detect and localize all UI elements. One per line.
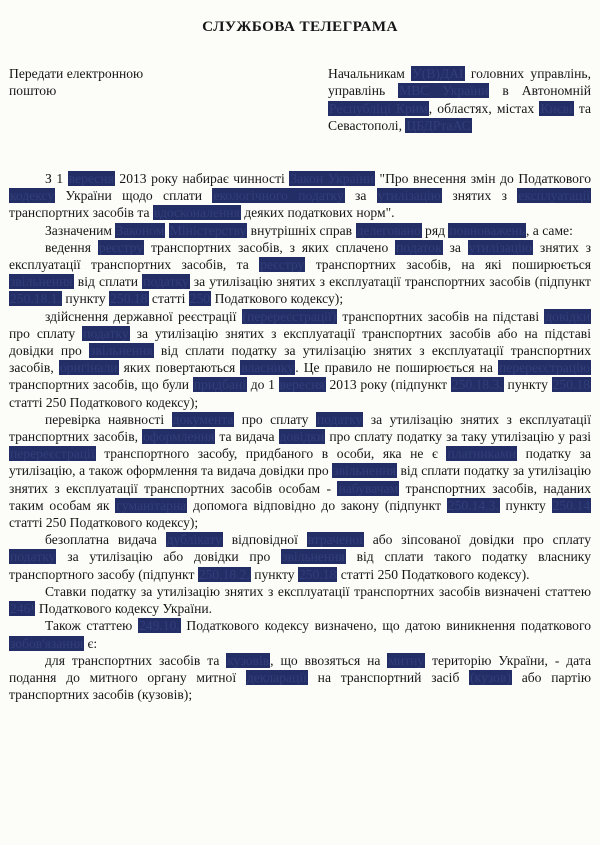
paragraph bbox=[9, 617, 591, 651]
text-run: статті 250 Податкового кодексу). bbox=[337, 566, 530, 582]
text-run: та Севастополі, bbox=[328, 100, 591, 133]
text-run: пункту bbox=[250, 566, 298, 582]
text-run: ряд bbox=[421, 222, 449, 238]
text-run: "Про внесення змін до Податкового bbox=[374, 171, 591, 187]
highlight-mark: 250.18 bbox=[552, 377, 590, 393]
highlight-mark: 249.10. bbox=[138, 618, 180, 634]
text-run: яких повертаються bbox=[118, 360, 241, 376]
text-run: про сплату bbox=[234, 411, 316, 427]
highlight-mark: Закон України bbox=[290, 171, 374, 187]
highlight-mark: утилізацію bbox=[377, 188, 441, 204]
text-run: знятих з експлуатації транспортних засобів, та bbox=[9, 239, 591, 273]
text-run: статті 250 Податкового кодексу); bbox=[9, 394, 199, 410]
highlight-mark: втраченої bbox=[307, 532, 363, 548]
highlight-mark: податку bbox=[316, 411, 363, 427]
highlight-mark: набувачам bbox=[338, 480, 399, 496]
highlight-mark: податку bbox=[10, 549, 56, 565]
highlight-mark: (перереєстрації) bbox=[242, 308, 337, 324]
highlight-mark: 250.18.1. bbox=[10, 291, 61, 307]
highlight-mark: звільнення bbox=[282, 549, 345, 565]
highlight-mark: власнику bbox=[241, 360, 295, 376]
text-run: 2013 року (підпункт bbox=[325, 377, 451, 393]
paragraph bbox=[9, 583, 591, 617]
text-run: пункту bbox=[503, 377, 552, 393]
text-run: статті bbox=[148, 291, 189, 307]
highlight-mark: Міністерству bbox=[169, 222, 247, 238]
text-run: до 1 bbox=[247, 377, 279, 393]
text-run: допомога відповідно до закону (підпункт bbox=[187, 497, 447, 513]
highlight-mark: вдосконалення bbox=[153, 205, 240, 221]
highlight-mark: 246¹ bbox=[10, 601, 35, 617]
text-run: деяких податкових норм". bbox=[240, 205, 395, 221]
text-run: транспортних засобів, на які поширюється bbox=[305, 257, 591, 273]
text-run: в Автономній bbox=[489, 83, 591, 99]
text-run: головних управлінь, управлінь bbox=[328, 66, 592, 99]
highlight-mark: реєстру bbox=[98, 239, 144, 255]
highlight-mark: кодексу bbox=[10, 188, 55, 204]
text-run: Податкового кодексу); bbox=[211, 291, 344, 307]
highlight-mark: вересня bbox=[279, 377, 325, 393]
text-run: Також статтею bbox=[45, 618, 138, 634]
text-run: Зазначеним bbox=[45, 222, 116, 238]
text-run: України щодо сплати bbox=[55, 188, 213, 204]
text-run: транспортних засобів на підставі bbox=[337, 308, 545, 324]
text-run: Ставки податку за утилізацію знятих з експлуатації транспортних засобів визначені статтею bbox=[45, 583, 591, 599]
text-run: територію України, - дата подання до митного органу митної bbox=[9, 652, 591, 685]
highlight-mark: 250.18.2. bbox=[198, 566, 250, 582]
text-run: для транспортних засобів та bbox=[45, 652, 227, 668]
text-run: податку за утилізацію, а також оформлення та видача довідки про bbox=[9, 446, 591, 479]
highlight-mark: Республіці Крим bbox=[329, 100, 428, 116]
paragraph bbox=[9, 531, 591, 583]
highlight-mark: делеговано bbox=[356, 222, 421, 238]
highlight-mark: митну bbox=[388, 652, 425, 668]
text-run: транспортних засобів та bbox=[9, 205, 153, 221]
highlight-mark: кузовів bbox=[227, 652, 270, 668]
text-run: або зіпсованої довідки про сплату bbox=[363, 532, 591, 548]
highlight-mark: 250.14.3. bbox=[447, 497, 499, 513]
text-run: Податкового кодексу визначено, що датою виникнення податкового bbox=[180, 618, 592, 634]
text-run: 2013 року набирає чинності bbox=[114, 171, 290, 187]
text-run: від сплати такого податку власнику транспортного засобу (підпункт bbox=[9, 549, 592, 582]
text-run: ведення bbox=[45, 239, 98, 255]
text-run: транспортних засобів, наданих таким особам як bbox=[9, 480, 592, 513]
highlight-mark: 250.14 bbox=[552, 497, 590, 513]
text-run: за утилізацію знятих з експлуатації транспортних засобів, bbox=[9, 411, 591, 445]
highlight-mark: документа bbox=[172, 411, 234, 427]
highlight-mark: експлуатації bbox=[518, 188, 591, 204]
highlight-mark: придбані bbox=[193, 377, 247, 393]
highlight-mark: МВС України bbox=[399, 83, 489, 99]
text-run: транспортного засобу, придбаного в особи, яка не є bbox=[95, 446, 447, 462]
paragraph bbox=[9, 308, 591, 411]
text-run: , областях, містах bbox=[428, 100, 540, 116]
highlight-mark: платниками bbox=[447, 446, 516, 462]
text-run: знятих з bbox=[441, 188, 518, 204]
text-run: відповідної bbox=[222, 532, 307, 548]
text-run: за утилізацію знятих з експлуатації транспортних засобів (підпункт bbox=[189, 274, 591, 290]
text-run: безоплатна видача bbox=[45, 532, 166, 548]
highlight-mark: 250.18 bbox=[298, 566, 337, 582]
text-run: на транспортний засіб bbox=[307, 669, 470, 685]
highlight-mark: 250.18.3. bbox=[451, 377, 503, 393]
highlight-mark: декларації bbox=[246, 669, 307, 685]
text-run: перевірка наявності bbox=[45, 411, 172, 427]
highlight-mark: податку bbox=[143, 274, 189, 290]
text-run: від сплати податку за утилізацію знятих з експлуатації транспортних засобів особам - bbox=[9, 463, 592, 496]
highlight-mark: вересня bbox=[68, 171, 114, 187]
text-run: та видача bbox=[215, 429, 279, 445]
highlight-mark: зобов'язання bbox=[10, 635, 84, 651]
highlight-mark: утилізацію bbox=[468, 239, 532, 255]
paragraph bbox=[9, 239, 591, 308]
highlight-mark: податку bbox=[83, 325, 129, 341]
text-run: за утилізацію або довідки про bbox=[56, 549, 282, 565]
highlight-mark: 250.18 bbox=[110, 291, 148, 307]
document-body bbox=[9, 170, 591, 703]
text-run: Податкового кодексу України. bbox=[35, 601, 213, 617]
text-run: про сплату податку за таку утилізацію у разі bbox=[325, 429, 592, 445]
highlight-mark: реєстру bbox=[260, 257, 305, 273]
text-run: . Це правило не поширюється на bbox=[295, 360, 499, 376]
text-run: Начальникам bbox=[328, 66, 412, 82]
highlight-mark: звільнення bbox=[90, 343, 153, 359]
text-run: внутрішніх справ bbox=[247, 222, 356, 238]
highlight-mark: звільнення bbox=[10, 274, 73, 290]
highlight-mark: 250 bbox=[189, 291, 211, 307]
document-title: СЛУЖБОВА ТЕЛЕГРАМА bbox=[202, 18, 398, 35]
paragraph bbox=[9, 222, 591, 239]
paragraph bbox=[9, 411, 591, 531]
highlight-mark: податок bbox=[396, 239, 442, 255]
highlight-mark: дублікату bbox=[166, 532, 222, 548]
text-run: пункту bbox=[499, 497, 552, 513]
text-run: З 1 bbox=[45, 171, 68, 187]
paragraph bbox=[9, 170, 591, 222]
highlight-mark: повноважень bbox=[449, 222, 525, 238]
highlight-mark: перереєстрації bbox=[10, 446, 95, 462]
text-run: , а саме: bbox=[525, 222, 573, 238]
highlight-mark: гуманітарна bbox=[116, 497, 187, 513]
text-run: є: bbox=[84, 635, 98, 651]
highlight-mark: ЦБДРтаАС bbox=[406, 117, 471, 133]
recipient-address-block bbox=[328, 65, 591, 134]
text-run: про сплату bbox=[9, 325, 83, 341]
text-run: за утилізацію знятих з експлуатації транспортних засобів або на підставі довідки про bbox=[9, 325, 592, 359]
highlight-mark: оригінали bbox=[59, 360, 118, 376]
highlight-mark: Києві bbox=[540, 100, 573, 116]
text-run: пункту bbox=[61, 291, 110, 307]
highlight-mark: Законом bbox=[116, 222, 165, 238]
paragraph bbox=[9, 652, 591, 704]
text-run: від сплати податку за утилізацію знятих з експлуатації транспортних засобів, bbox=[9, 343, 591, 376]
text-run: статті 250 Податкового кодексу); bbox=[9, 515, 199, 531]
text-run: за bbox=[442, 239, 468, 255]
highlight-mark: У(В)ДАІ bbox=[412, 66, 464, 82]
text-run: транспортних засобів, з яких сплачено bbox=[144, 239, 396, 255]
highlight-mark: звільнення bbox=[333, 463, 396, 479]
text-run: , що ввозяться на bbox=[270, 652, 388, 668]
highlight-mark: екологічного податку bbox=[213, 188, 344, 204]
highlight-mark: перереєстрацію bbox=[499, 360, 590, 376]
highlight-mark: довідки bbox=[545, 308, 590, 324]
text-run: транспортних засобів, що були bbox=[9, 377, 193, 393]
highlight-mark: довідки bbox=[279, 429, 325, 445]
text-run: від сплати bbox=[73, 274, 143, 290]
text-run: за bbox=[344, 188, 377, 204]
highlight-mark: оформлення bbox=[143, 429, 215, 445]
highlight-mark: (кузов) bbox=[470, 669, 511, 685]
document-header bbox=[9, 65, 591, 134]
delivery-method-note: Передати електронною поштою bbox=[9, 66, 144, 99]
text-run: або партію транспортних засобів (кузовів); bbox=[9, 669, 592, 703]
text-run: здійснення державної реєстрації bbox=[45, 308, 242, 324]
